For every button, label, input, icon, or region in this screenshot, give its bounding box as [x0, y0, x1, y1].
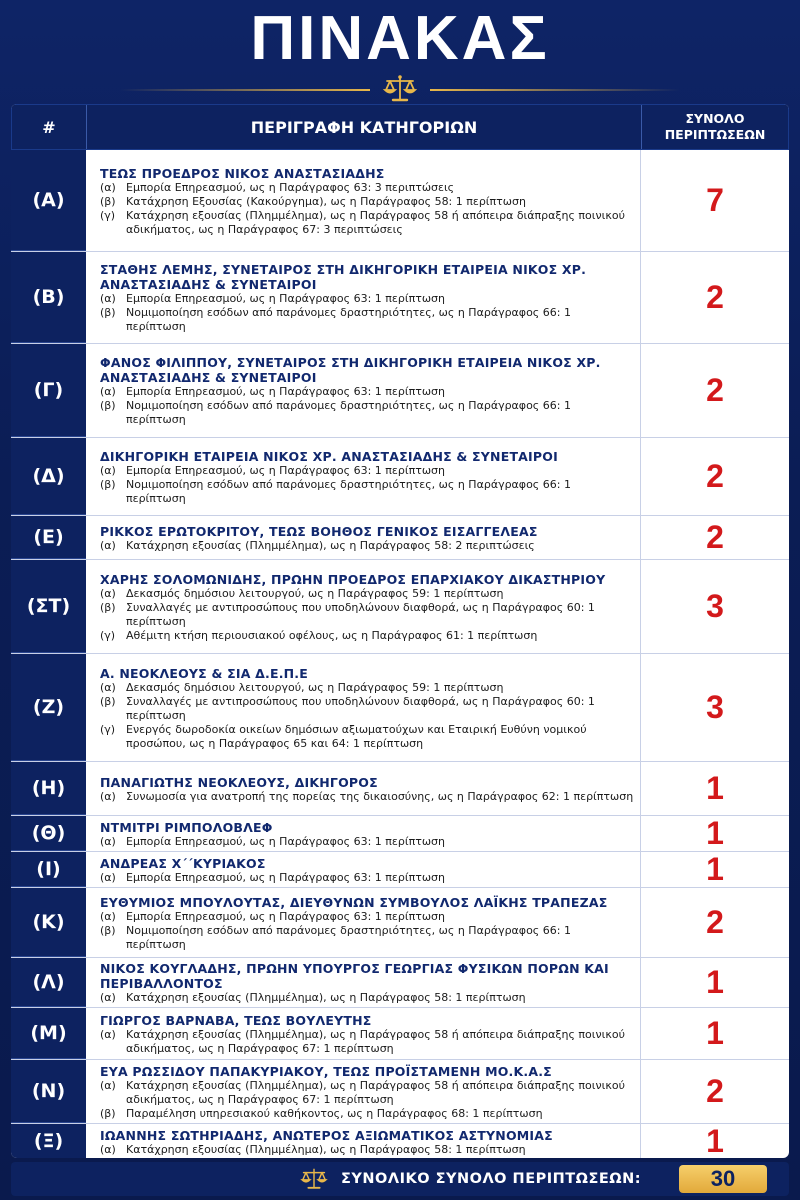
- charge-item: [100, 399, 634, 427]
- row-total: 1: [706, 851, 724, 887]
- charge-text: Δεκασμός δημόσιου λειτουργού, ως η Παράγραφος 59: 1 περίπτωση: [126, 586, 504, 600]
- row-description: [86, 654, 641, 761]
- charge-item: [100, 1143, 634, 1157]
- charge-label: (γ): [100, 722, 116, 736]
- person-name: ΕΥΑ ΡΩΣΣΙΔΟΥ ΠΑΠΑΚΥΡΙΑΚΟΥ, ΤΕΩΣ ΠΡΟΪΣΤΑΜΕΝΗ ΜΟ.Κ.Α.Σ: [100, 1063, 552, 1079]
- table-row: [11, 888, 789, 958]
- table-row: [11, 438, 789, 516]
- row-total: 3: [706, 588, 724, 624]
- row-total: 2: [706, 458, 724, 494]
- charge-item: [100, 695, 634, 723]
- row-total: 2: [706, 372, 724, 408]
- person-name: ΣΤΑΘΗΣ ΛΕΜΗΣ, ΣΥΝΕΤΑΙΡΟΣ ΣΤΗ ΔΙΚΗΓΟΡΙΚΗ ΕΤΑΙΡΕΙΑ ΝΙΚΟΣ ΧΡ. ΑΝΑΣΤΑΣΙΑΔΗΣ & ΣΥΝΕΤΑΙΡΟΙ: [100, 262, 587, 292]
- charge-item: [100, 195, 634, 209]
- charge-label: (α): [100, 789, 116, 803]
- charge-text: Εμπορία Επηρεασμού, ως η Παράγραφος 63: 1 περίπτωση: [126, 909, 445, 923]
- charge-text: Εμπορία Επηρεασμού, ως η Παράγραφος 63: 3 περιπτώσεις: [126, 180, 455, 194]
- table-row: [11, 150, 789, 252]
- charge-text: Εμπορία Επηρεασμού, ως η Παράγραφος 63: 1 περίπτωση: [126, 385, 445, 398]
- charge-item: [100, 306, 634, 334]
- scales-of-justice-icon: [382, 74, 418, 104]
- charge-item: [100, 587, 634, 601]
- cases-table: [11, 104, 789, 1158]
- person-name: ΔΙΚΗΓΟΡΙΚΗ ΕΤΑΙΡΕΙΑ ΝΙΚΟΣ ΧΡ. ΑΝΑΣΤΑΣΙΑΔΗΣ & ΣΥΝΕΤΑΙΡΟΙ: [100, 448, 558, 464]
- charge-item: [100, 790, 634, 804]
- charge-text: Νομιμοποίηση εσόδων από παράνομες δραστηριότητες, ως η Παράγραφος 66: 1 περίπτωση: [126, 923, 571, 951]
- divider-line-left: [120, 89, 370, 91]
- charge-text: Κατάχρηση εξουσίας (Πλημμέλημα), ως η Παράγραφος 58: 2 περιπτώσεις: [126, 538, 535, 552]
- person-name: Α. ΝΕΟΚΛΕΟΥΣ & ΣΙΑ Δ.Ε.Π.Ε: [100, 665, 308, 681]
- header-id: #: [12, 105, 87, 149]
- charge-label: (γ): [100, 208, 116, 222]
- charge-item: [100, 181, 634, 195]
- scales-of-justice-icon: [299, 1167, 329, 1191]
- charge-label: (β): [100, 194, 116, 208]
- charge-label: (α): [100, 538, 116, 552]
- grand-total-value: 30: [679, 1165, 767, 1193]
- charge-text: Κατάχρηση εξουσίας (Πλημμέλημα), ως η Παράγραφος 58 ή απόπειρα διάπραξης ποινικού αδικήματος, ως η Παράγραφος 67: 1 περίπτωση: [126, 1027, 625, 1055]
- charge-item: [100, 209, 634, 237]
- charge-text: Κατάχρηση εξουσίας (Πλημμέλημα), ως η Παράγραφος 58: 1 περίπτωση: [126, 991, 526, 1004]
- table-row: [11, 252, 789, 344]
- page-title: ΠΙΝΑΚΑΣ: [250, 4, 550, 73]
- charge-label: (α): [100, 680, 116, 694]
- table-body: [11, 150, 789, 1158]
- charge-label: (α): [100, 1078, 116, 1092]
- charge-label: (α): [100, 463, 116, 477]
- table-row: [11, 560, 789, 654]
- charge-item: [100, 1107, 634, 1121]
- charge-text: Συναλλαγές με αντιπροσώπους που υποδηλώνουν διαφθορά, ως η Παράγραφος 60: 1 περίπτωση: [126, 694, 595, 722]
- row-total: 1: [706, 1123, 724, 1158]
- row-total: 7: [706, 182, 724, 218]
- table-row: [11, 958, 789, 1008]
- table-row: [11, 654, 789, 762]
- charge-text: Αθέμιτη κτήση περιουσιακού οφέλους, ως η Παράγραφος 61: 1 περίπτωση: [126, 628, 538, 642]
- row-description: [86, 560, 641, 653]
- row-id: (Λ): [11, 958, 86, 1007]
- person-name: ΑΝΔΡΕΑΣ Χ΄΄ΚΥΡΙΑΚΟΣ: [100, 855, 266, 871]
- row-id: (Κ): [11, 888, 86, 957]
- charge-item: [100, 871, 634, 885]
- charge-label: (α): [100, 586, 116, 600]
- charge-label: (β): [100, 923, 116, 937]
- charge-label: (α): [100, 1142, 116, 1156]
- charge-item: [100, 681, 634, 695]
- row-description: [86, 762, 641, 815]
- charge-item: [100, 464, 634, 478]
- row-id: (Ν): [11, 1060, 86, 1123]
- charge-text: Κατάχρηση εξουσίας (Πλημμέλημα), ως η Παράγραφος 58: 1 περίπτωση: [126, 1142, 526, 1156]
- row-id: (Ε): [11, 516, 86, 559]
- charge-label: (α): [100, 909, 116, 923]
- charge-text: Κατάχρηση εξουσίας (Πλημμέλημα), ως η Παράγραφος 58 ή απόπειρα διάπραξης ποινικού αδικήματος, ως η Παράγραφος 67: 3 περιπτώσεις: [126, 208, 625, 236]
- grand-total-label: ΣΥΝΟΛΙΚΟ ΣΥΝΟΛΟ ΠΕΡΙΠΤΩΣΕΩΝ:: [341, 1171, 642, 1187]
- person-name: ΦΑΝΟΣ ΦΙΛΙΠΠΟΥ, ΣΥΝΕΤΑΙΡΟΣ ΣΤΗ ΔΙΚΗΓΟΡΙΚΗ ΕΤΑΙΡΕΙΑ ΝΙΚΟΣ ΧΡ. ΑΝΑΣΤΑΣΙΑΔΗΣ & ΣΥΝΕΤΑΙΡΟΙ: [100, 355, 601, 385]
- charge-item: [100, 1079, 634, 1107]
- table-row: [11, 516, 789, 560]
- charge-text: Συνωμοσία για ανατροπή της πορείας της δικαιοσύνης, ως η Παράγραφος 62: 1 περίπτωση: [126, 789, 634, 803]
- person-name: ΓΙΩΡΓΟΣ ΒΑΡΝΑΒΑ, ΤΕΩΣ ΒΟΥΛΕΥΤΗΣ: [100, 1012, 372, 1028]
- charge-text: Νομιμοποίηση εσόδων από παράνομες δραστηριότητες, ως η Παράγραφος 66: 1 περίπτωση: [126, 306, 571, 333]
- row-description: [86, 150, 641, 251]
- row-id: (Η): [11, 762, 86, 815]
- charge-label: (α): [100, 180, 116, 194]
- charge-text: Κατάχρηση Εξουσίας (Κακούργημα), ως η Παράγραφος 58: 1 περίπτωση: [126, 194, 526, 208]
- charge-text: Δεκασμός δημόσιου λειτουργού, ως η Παράγραφος 59: 1 περίπτωση: [126, 680, 504, 694]
- table-row: [11, 1060, 789, 1124]
- row-id: (ΣΤ): [11, 560, 86, 653]
- charge-text: Παραμέληση υπηρεσιακού καθήκοντος, ως η Παράγραφος 68: 1 περίπτωση: [126, 1106, 543, 1120]
- charge-item: [100, 910, 634, 924]
- charge-label: (α): [100, 834, 116, 848]
- charge-label: (β): [100, 600, 116, 614]
- charge-label: (β): [100, 477, 116, 491]
- person-name: ΠΑΝΑΓΙΩΤΗΣ ΝΕΟΚΛΕΟΥΣ, ΔΙΚΗΓΟΡΟΣ: [100, 774, 378, 790]
- row-description: [86, 344, 641, 437]
- person-name: ΙΩΑΝΝΗΣ ΣΩΤΗΡΙΑΔΗΣ, ΑΝΩΤΕΡΟΣ ΑΞΙΩΜΑΤΙΚΟΣ ΑΣΤΥΝΟΜΙΑΣ: [100, 1127, 553, 1143]
- charge-label: (α): [100, 292, 116, 305]
- row-description: [86, 1124, 641, 1158]
- charge-text: Νομιμοποίηση εσόδων από παράνομες δραστηριότητες, ως η Παράγραφος 66: 1 περίπτωση: [126, 399, 571, 426]
- charge-item: [100, 924, 634, 952]
- person-name: ΡΙΚΚΟΣ ΕΡΩΤΟΚΡΙΤΟΥ, ΤΕΩΣ ΒΟΗΘΟΣ ΓΕΝΙΚΟΣ ΕΙΣΑΓΓΕΛΕΑΣ: [100, 523, 538, 539]
- table-row: [11, 1008, 789, 1060]
- row-total: 2: [706, 1073, 724, 1109]
- divider-line-right: [430, 89, 680, 91]
- row-id: (Ξ): [11, 1124, 86, 1158]
- charge-item: [100, 478, 634, 506]
- table-row: [11, 816, 789, 852]
- row-total: 1: [706, 964, 724, 1000]
- charge-item: [100, 292, 634, 306]
- charge-item: [100, 723, 634, 751]
- row-description: [86, 1008, 641, 1059]
- person-name: ΝΤΜΙΤΡΙ ΡΙΜΠΟΛΟΒΛΕΦ: [100, 819, 273, 835]
- person-name: ΕΥΘΥΜΙΟΣ ΜΠΟΥΛΟΥΤΑΣ, ΔΙΕΥΘΥΝΩΝ ΣΥΜΒΟΥΛΟΣ ΛΑΪΚΗΣ ΤΡΑΠΕΖΑΣ: [100, 894, 608, 910]
- charge-item: [100, 835, 634, 849]
- person-name: ΝΙΚΟΣ ΚΟΥΓΛΑΔΗΣ, ΠΡΩΗΝ ΥΠΟΥΡΓΟΣ ΓΕΩΡΓΙΑΣ ΦΥΣΙΚΩΝ ΠΟΡΩΝ ΚΑΙ ΠΕΡΙΒΑΛΛΟΝΤΟΣ: [100, 961, 609, 991]
- row-id: (Μ): [11, 1008, 86, 1059]
- row-id: (Β): [11, 252, 86, 343]
- charge-text: Κατάχρηση εξουσίας (Πλημμέλημα), ως η Παράγραφος 58 ή απόπειρα διάπραξης ποινικού αδικήματος, ως η Παράγραφος 67: 1 περίπτωση: [126, 1078, 625, 1106]
- charge-item: [100, 539, 634, 553]
- charge-item: [100, 991, 634, 1005]
- charge-item: [100, 385, 634, 399]
- row-total: 1: [706, 815, 724, 851]
- row-id: (Α): [11, 150, 86, 251]
- header-total: ΣΥΝΟΛΟ ΠΕΡΙΠΤΩΣΕΩΝ: [664, 111, 766, 142]
- charge-text: Εμπορία Επηρεασμού, ως η Παράγραφος 63: 1 περίπτωση: [126, 834, 445, 848]
- row-id: (Ζ): [11, 654, 86, 761]
- charge-text: Ενεργός δωροδοκία οικείων δημόσιων αξιωματούχων και Εταιρική Ευθύνη νομικού προσώπου, ως η Παράγραφος 65 και 64: 1 περίπτωση: [126, 722, 587, 750]
- table-row: [11, 344, 789, 438]
- charge-text: Εμπορία Επηρεασμού, ως η Παράγραφος 63: 1 περίπτωση: [126, 870, 445, 884]
- charge-label: (β): [100, 694, 116, 708]
- row-description: [86, 516, 641, 559]
- charge-text: Εμπορία Επηρεασμού, ως η Παράγραφος 63: 1 περίπτωση: [126, 463, 445, 477]
- person-name: ΧΑΡΗΣ ΣΟΛΟΜΩΝΙΔΗΣ, ΠΡΩΗΝ ΠΡΟΕΔΡΟΣ ΕΠΑΡΧΙΑΚΟΥ ΔΙΚΑΣΤΗΡΙΟΥ: [100, 571, 606, 587]
- row-total: 2: [706, 519, 724, 555]
- table-row: [11, 1124, 789, 1158]
- charge-text: Νομιμοποίηση εσόδων από παράνομες δραστηριότητες, ως η Παράγραφος 66: 1 περίπτωση: [126, 477, 571, 505]
- row-total: 2: [706, 279, 724, 315]
- person-name: ΤΕΩΣ ΠΡΟΕΔΡΟΣ ΝΙΚΟΣ ΑΝΑΣΤΑΣΙΑΔΗΣ: [100, 165, 385, 181]
- row-description: [86, 816, 641, 851]
- row-description: [86, 852, 641, 887]
- charge-label: (β): [100, 1106, 116, 1120]
- charge-text: Συναλλαγές με αντιπροσώπους που υποδηλώνουν διαφθορά, ως η Παράγραφος 60: 1 περίπτωση: [126, 600, 595, 628]
- charge-label: (β): [100, 399, 116, 412]
- row-total: 1: [706, 770, 724, 806]
- charge-label: (β): [100, 306, 116, 319]
- charge-item: [100, 1028, 634, 1056]
- row-id: (Γ): [11, 344, 86, 437]
- charge-text: Εμπορία Επηρεασμού, ως η Παράγραφος 63: 1 περίπτωση: [126, 292, 445, 305]
- charge-label: (α): [100, 870, 116, 884]
- emblem-divider: [0, 74, 800, 102]
- row-id: (Θ): [11, 816, 86, 851]
- row-total: 3: [706, 689, 724, 725]
- charge-label: (α): [100, 385, 116, 398]
- charge-label: (α): [100, 1027, 116, 1041]
- row-id: (Δ): [11, 438, 86, 515]
- header-description: ΠΕΡΙΓΡΑΦΗ ΚΑΤΗΓΟΡΙΩΝ: [87, 105, 642, 149]
- charge-item: [100, 601, 634, 629]
- row-description: [86, 888, 641, 957]
- table-row: [11, 852, 789, 888]
- row-total: 2: [706, 904, 724, 940]
- row-total: 1: [706, 1015, 724, 1051]
- row-description: [86, 1060, 641, 1123]
- header: [0, 0, 800, 102]
- row-description: [86, 438, 641, 515]
- charge-item: [100, 629, 634, 643]
- row-description: [86, 252, 641, 343]
- charge-label: (γ): [100, 628, 116, 642]
- grand-total-bar: [11, 1162, 789, 1196]
- row-id: (Ι): [11, 852, 86, 887]
- row-description: [86, 958, 641, 1007]
- table-row: [11, 762, 789, 816]
- table-header: [11, 104, 789, 150]
- charge-label: (α): [100, 991, 116, 1004]
